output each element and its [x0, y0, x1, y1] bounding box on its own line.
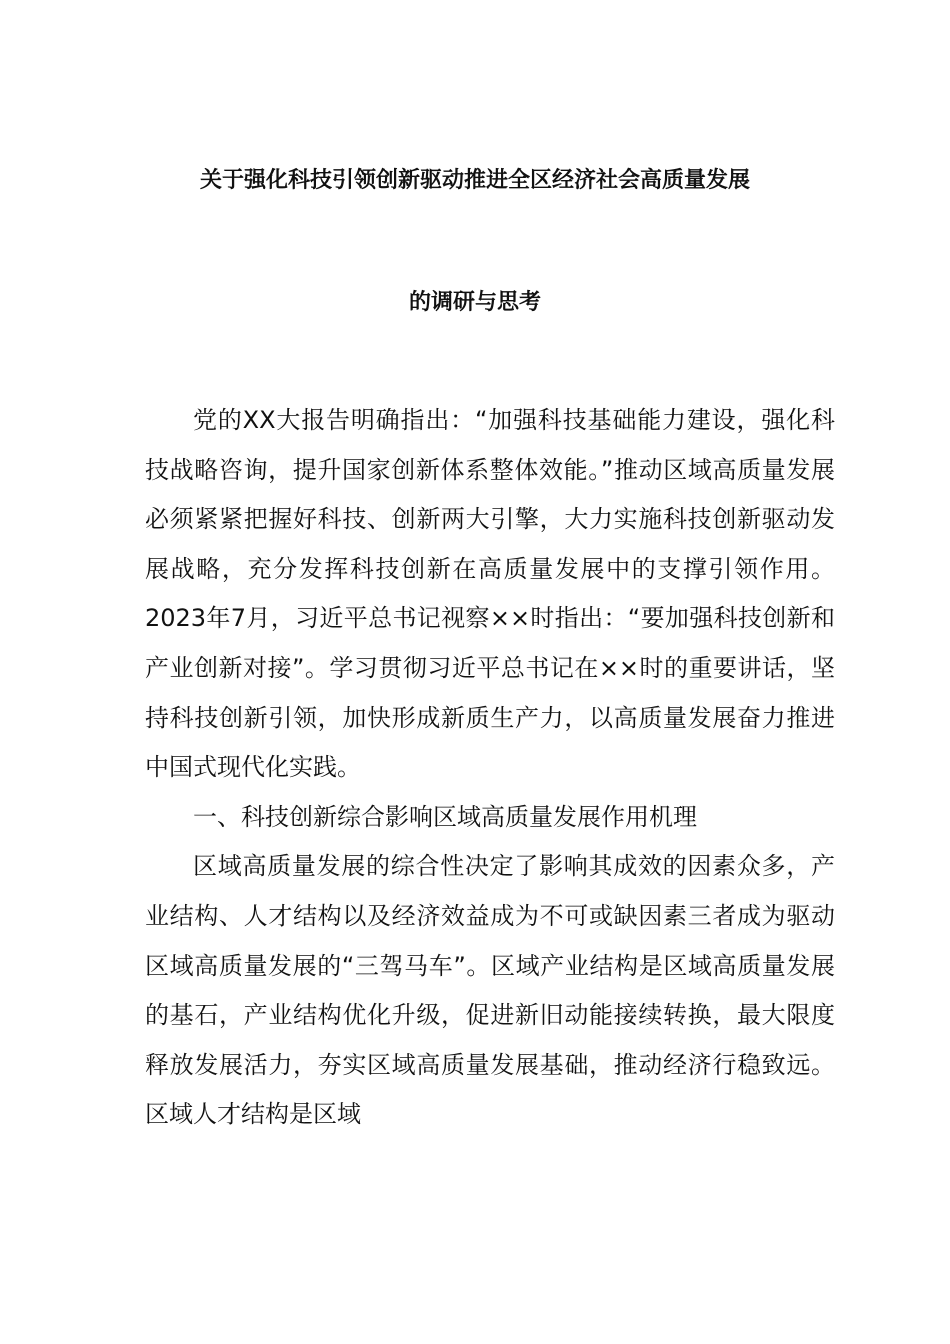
- paragraph-section-1: 区域高质量发展的综合性决定了影响其成效的因素众多，产业结构、人才结构以及经济效益成为不可或缺因素三者成为驱动区域高质量发展的“三驾马车”。区域产业结构是区域高质量发展的基石，产业结构优化升级，促进新旧动能接续转换，最大限度释放发展活力，夯实区域高质量发展基础，推动经济行稳致远。区域人才结构是区域: [145, 852, 835, 1129]
- document-title-line-1: 关于强化科技引领创新驱动推进全区经济社会高质量发展: [199, 168, 750, 193]
- document-body: [145, 396, 835, 1140]
- section-heading-1: 一、科技创新综合影响区域高质量发展作用机理: [193, 802, 697, 831]
- document-title-line-2: 的调研与思考: [408, 290, 541, 315]
- paragraph-intro: 党的XX大报告明确指出：“加强科技基础能力建设，强化科技战略咨询，提升国家创新体系整体效能。”推动区域高质量发展必须紧紧把握好科技、创新两大引擎，大力实施科技创新驱动发展战略，充分发挥科技创新在高质量发展中的支撑引领作用。2023年7月，习近平总书记视察××时指出：“要加强科技创新和产业创新对接”。学习贯彻习近平总书记在××时的重要讲话，坚持科技创新引领，加快形成新质生产力，以高质量发展奋力推进中国式现代化实践。: [145, 406, 835, 782]
